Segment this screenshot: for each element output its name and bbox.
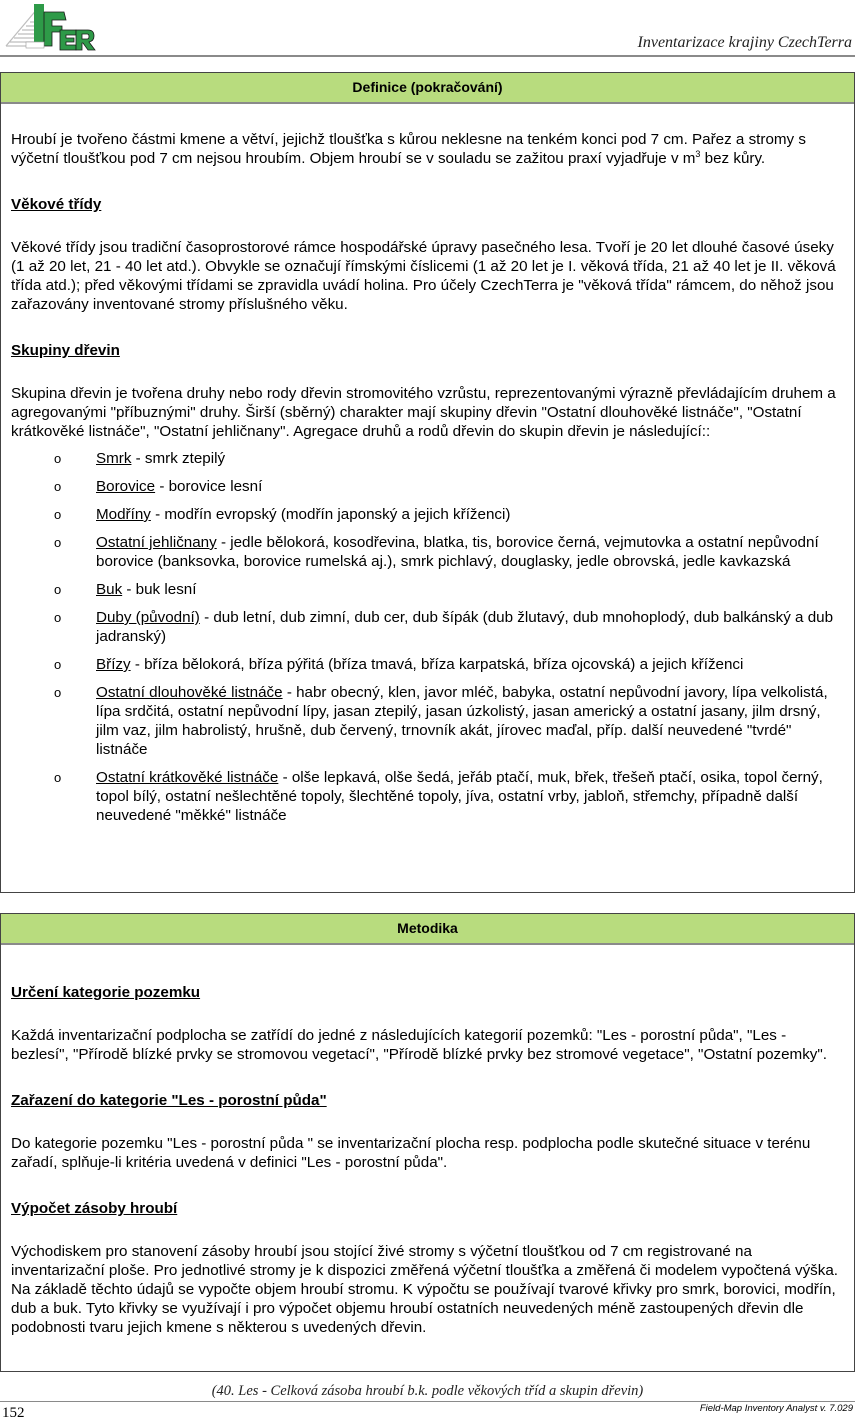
paragraph-tree-groups: Skupina dřevin je tvořena druhy nebo rody dřevin stromovitého vzrůstu, reprezentovanými výrazně převládajícím druhem a agregovanými "příbuznými" druhy. Širší (sběrný) charakter mají skupiny dřevin "Ostatní dlouhověké listnáče", "Ostatní krátkověké listnáče", "Ostatní jehličnany". Agregace druhů a rodů dřevin do skupin dřevin je následující::: [11, 385, 836, 440]
tree-group-list: [11, 449, 844, 825]
section-title: Metodika: [1, 914, 854, 945]
paragraph-volume-calculation: Východiskem pro stanovení zásoby hroubí jsou stojící živé stromy s výčetní tloušťkou od 7 cm registrované na inventarizační ploše. Pro jednotlivé stromy je k dispozici změřená výčetní tloušťka a změřená či modelem vypočtená výška. Na základě těchto údajů se vypočte objem hroubí stromu. K výpočtu se používají tvarové křivky pro smrk, borovici, modřín, dub a buk. Tyto křivky se využívají i pro výpočet objemu hroubí ostatních neuvedených méně zastoupených dřevin dle podobnosti tvaru jejich kmene s některou s uvedených dřevin.: [11, 1243, 839, 1336]
bullet-icon: o: [54, 451, 62, 466]
list-item: o Borovice - borovice lesní: [54, 478, 263, 495]
bullet-icon: o: [54, 610, 62, 625]
term: Ostatní dlouhověké listnáče: [96, 684, 283, 701]
section-methodology: [0, 913, 855, 1372]
term: Ostatní krátkověké listnáče: [96, 769, 279, 786]
list-item: o Břízy - bříza bělokorá, bříza pýřitá (bříza tmavá, bříza karpatská, bříza ojcovská) a jejich kříženci: [54, 656, 744, 673]
bullet-icon: o: [54, 535, 62, 550]
table-caption: (40. Les - Celková zásoba hroubí b.k. podle věkových tříd a skupin dřevin): [211, 1383, 644, 1399]
paragraph-hroubi-definition: Hroubí je tvořeno částmi kmene a větví, jejichž tloušťka s kůrou neklesne na tenkém konci pod 7 cm. Pařez a stromy s výčetní tloušťkou pod 7 cm nejsou hroubím. Objem hroubí se v souladu se zažitou praxí vyjadřuje v $m^3$ bez kůry.: [11, 131, 806, 167]
app-version: Field-Map Inventory Analyst v. 7.029: [699, 1403, 853, 1414]
ifer-logo-icon: [4, 2, 96, 52]
section-title: Definice (pokračování): [1, 73, 854, 104]
term: Duby (původní): [96, 609, 200, 626]
bullet-icon: o: [54, 479, 62, 494]
document-title: Inventarizace krajiny CzechTerra: [637, 34, 852, 51]
term: Ostatní jehličnany: [96, 534, 217, 551]
term: Břízy: [96, 656, 131, 673]
list-item: o Duby (původní) - dub letní, dub zimní, dub cer, dub šípák (dub žlutavý, dub mnohoplodý, dub balkánský a dub jadranský): [54, 609, 834, 645]
bullet-icon: o: [54, 582, 62, 597]
term: Buk: [96, 581, 123, 598]
section-definitions: [0, 72, 855, 893]
paragraph-forest-stand: Do kategorie pozemku "Les - porostní půda " se inventarizační plocha resp. podplocha podle skutečné situace v terénu zařadí, splňuje-li kritéria uvedená v definici "Les - porostní půda".: [11, 1135, 811, 1171]
list-item: o Ostatní dlouhověké listnáče - habr obecný, klen, javor mléč, babyka, ostatní nepůvodní javory, lípa velkolistá, lípa srdčitá, ostatní nepůvodní lípy, jasan ztepilý, jasan úzkolistý, jasan americký a ostatní jasany, jilm drsný, jilm vaz, jilm habrolistý, hrušně, dub červený, trnovník akát, jírovec maďal, příp. další neuvedené "tvrdé" listnáče: [54, 684, 828, 758]
heading-tree-groups: Skupiny dřevin: [11, 342, 120, 359]
heading-forest-stand: Zařazení do kategorie "Les - porostní půda": [11, 1092, 327, 1109]
paragraph-age-classes: Věkové třídy jsou tradiční časoprostorové rámce hospodářské úpravy pasečného lesa. Tvoří je 20 let dlouhé časové úseky (1 až 20 let, 21 - 40 let atd.). Obvykle se označují římskými číslicemi (1 až 20 let je I. věková třída, 21 až 40 let je II. věková třída atd.); před věkovými třídami se zpravidla uvádí holina. Pro účely CzechTerra je "věková třída" rámcem, do něhož jsou zařazovány inventované stromy příslušného věku.: [11, 239, 836, 313]
heading-volume-calculation: Výpočet zásoby hroubí: [11, 1200, 178, 1217]
footer-divider: [0, 1401, 855, 1402]
paragraph-land-category: Každá inventarizační podplocha se zatřídí do jedné z následujících kategorií pozemků: "Les - porostní půda", "Les - bezlesí", "Přírodě blízké prvky se stromovou vegetací", "Přírodě blízké prvky bez stromové vegetace", "Ostatní pozemky".: [11, 1027, 828, 1063]
bullet-icon: o: [54, 507, 62, 522]
term: Smrk: [96, 450, 132, 467]
list-item: o Ostatní jehličnany - jedle bělokorá, kosodřevina, blatka, tis, borovice černá, vejmutovka a ostatní nepůvodní borovice (banksovka, borovice rumelská aj.), smrk pichlavý, douglasky, jedle obrovská, jedle kavkazská: [54, 534, 819, 570]
term: Borovice: [96, 478, 156, 495]
page-number: 152: [2, 1405, 25, 1421]
page-header: [0, 0, 855, 57]
bullet-icon: o: [54, 685, 62, 700]
heading-age-classes: Věkové třídy: [11, 196, 102, 213]
bullet-icon: o: [54, 657, 62, 672]
heading-land-category: Určení kategorie pozemku: [11, 984, 201, 1001]
list-item: o Smrk - smrk ztepilý: [54, 450, 226, 467]
term: Modříny: [96, 506, 151, 523]
list-item: o Ostatní krátkověké listnáče - olše lepkavá, olše šedá, jeřáb ptačí, muk, břek, třešeň ptačí, osika, topol černý, topol bílý, ostatní nešlechtěné topoly, šlechtěné topoly, jíva, ostatní vrby, jabloň, střemchy, případně další neuvedené "měkké" listnáče: [54, 769, 823, 824]
list-item: o Modříny - modřín evropský (modřín japonský a jejich kříženci): [54, 506, 511, 523]
list-item: o Buk - buk lesní: [54, 581, 197, 598]
header-divider: [0, 55, 855, 57]
bullet-icon: o: [54, 770, 62, 785]
